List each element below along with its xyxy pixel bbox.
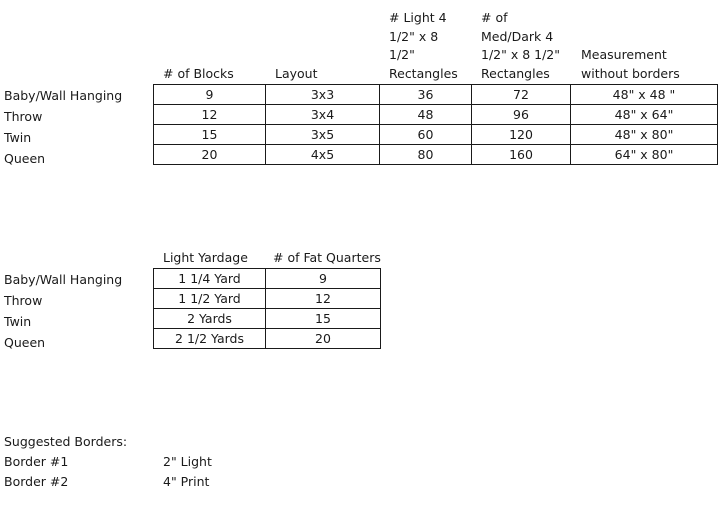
t1-grid [153,84,718,165]
border-label: Border #2 [4,474,69,489]
t1-row-label: Throw [4,109,43,124]
border-value: 2" Light [163,454,212,469]
table-row [154,105,718,125]
t1-header-layout: Layout [275,66,318,81]
t1-cell: 9 [154,85,266,105]
t1-cell: 15 [154,125,266,145]
t1-cell: 64" x 80" [571,145,718,165]
t1-cell: 20 [154,145,266,165]
t1-cell: 3x3 [266,85,380,105]
t1-cell: 80 [380,145,472,165]
t2-header-yardage: Light Yardage [163,250,248,265]
table-row [154,289,381,309]
t2-cell: 12 [266,289,381,309]
t1-row-label: Twin [4,130,32,145]
t2-cell: 2 Yards [154,309,266,329]
t1-header-light-rectangles: # Light 4 1/2" x 8 1/2" Rectangles [389,10,458,81]
t1-row-label: Baby/Wall Hanging [4,88,123,103]
t2-row-label: Baby/Wall Hanging [4,272,123,287]
table-row [154,269,381,289]
table-row [154,85,718,105]
t2-cell: 2 1/2 Yards [154,329,266,349]
t2-header-fat-quarters: # of Fat Quarters [273,250,381,265]
t1-cell: 4x5 [266,145,380,165]
table-row [154,309,381,329]
t2-row-label: Twin [4,314,32,329]
t1-cell: 36 [380,85,472,105]
t2-cell: 1 1/2 Yard [154,289,266,309]
t1-cell: 48" x 48 " [571,85,718,105]
t2-grid [153,268,381,349]
t1-cell: 60 [380,125,472,145]
t2-cell: 9 [266,269,381,289]
t2-row-label: Throw [4,293,43,308]
t1-header-blocks: # of Blocks [163,66,234,81]
t1-cell: 96 [472,105,571,125]
t2-row-label: Queen [4,335,46,350]
table-row [154,329,381,349]
t1-cell: 48 [380,105,472,125]
t1-header-measurement: Measurement without borders [581,47,680,81]
borders-title: Suggested Borders: [4,434,128,449]
t1-cell: 120 [472,125,571,145]
t1-cell: 12 [154,105,266,125]
t1-cell: 48" x 80" [571,125,718,145]
t1-header-dark-rectangles: # of Med/Dark 4 1/2" x 8 1/2" Rectangles [481,10,561,81]
t1-cell: 160 [472,145,571,165]
table-row [154,145,718,165]
t1-cell: 3x4 [266,105,380,125]
t2-cell: 20 [266,329,381,349]
border-value: 4" Print [163,474,210,489]
border-label: Border #1 [4,454,69,469]
table-row [154,125,718,145]
t1-cell: 3x5 [266,125,380,145]
t2-cell: 1 1/4 Yard [154,269,266,289]
t1-cell: 48" x 64" [571,105,718,125]
t2-cell: 15 [266,309,381,329]
t1-row-label: Queen [4,151,46,166]
t1-cell: 72 [472,85,571,105]
